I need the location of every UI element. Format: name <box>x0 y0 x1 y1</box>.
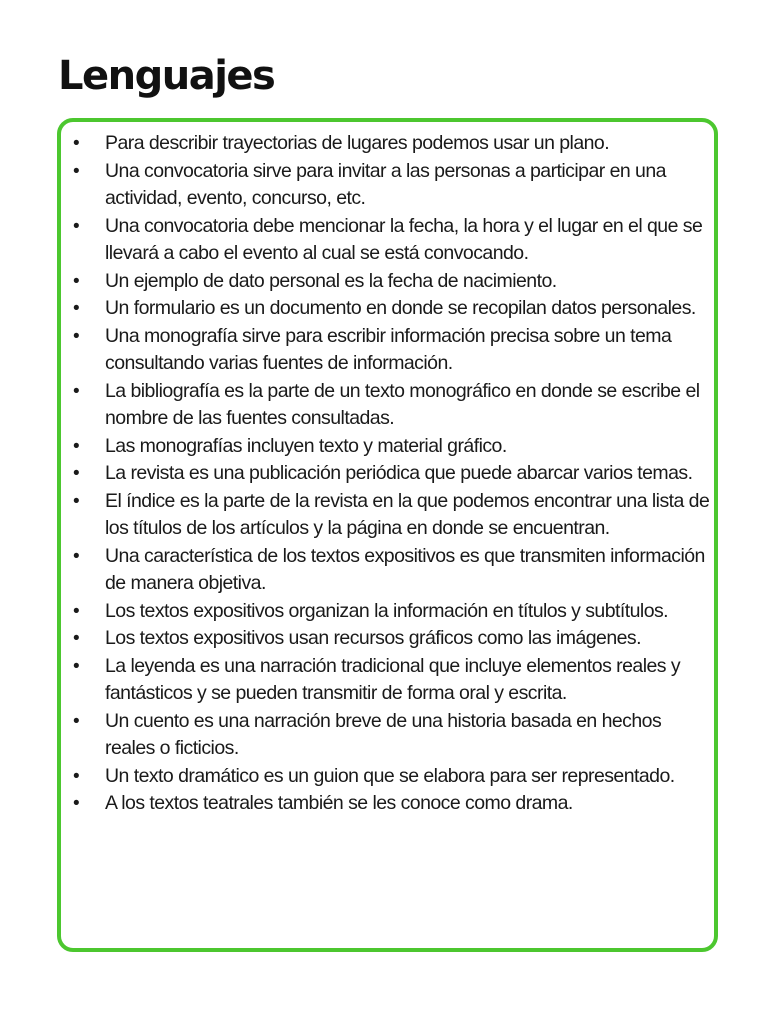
bullet-icon: • <box>73 710 80 732</box>
list-item-text: Las monografías incluyen texto y material gráfico. <box>105 434 507 457</box>
list-item-text: Un texto dramático es un guion que se elabora para ser representado. <box>105 764 675 787</box>
bullet-icon: • <box>73 793 80 814</box>
list-item <box>72 790 712 818</box>
list-item-text: Una convocatoria debe mencionar la fecha, la hora y el lugar en el que se llevará a cabo el evento al cual se está convocando. <box>105 214 703 264</box>
bullet-icon: • <box>73 600 80 622</box>
list-item <box>72 598 712 626</box>
bullet-icon: • <box>73 545 80 567</box>
list-item-text: Un cuento es una narración breve de una historia basada en hechos reales o ficticios. <box>105 709 662 759</box>
bullet-icon: • <box>73 435 80 457</box>
bullet-icon: • <box>73 270 80 292</box>
list-item-text: A los textos teatrales también se les conoce como drama. <box>105 792 573 814</box>
page-title: Lenguajes <box>58 53 275 99</box>
list-item-text: La leyenda es una narración tradicional que incluye elementos reales y fantásticos y se pueden transmitir de forma oral y escrita. <box>105 654 681 704</box>
list-item-text: Para describir trayectorias de lugares podemos usar un plano. <box>105 132 610 154</box>
list-item-text: Los textos expositivos usan recursos gráficos como las imágenes. <box>105 627 641 649</box>
list-item <box>72 158 712 213</box>
bullet-icon: • <box>73 490 80 512</box>
list-item <box>72 295 712 323</box>
list-item <box>72 460 712 488</box>
list-item <box>72 130 712 158</box>
list-item-text: Una característica de los textos expositivos es que transmiten información de manera objetiva. <box>105 544 705 594</box>
list-item <box>72 763 712 791</box>
list-item-text: La revista es una publicación periódica que puede abarcar varios temas. <box>105 462 693 484</box>
bullet-icon: • <box>73 765 80 787</box>
list-item-text: El índice es la parte de la revista en la que podemos encontrar una lista de los títulos de los artículos y la página en donde se encuentran. <box>105 489 710 539</box>
bullet-icon: • <box>73 298 80 319</box>
list-item-text: Un formulario es un documento en donde se recopilan datos personales. <box>105 297 696 319</box>
list-item-text: Un ejemplo de dato personal es la fecha de nacimiento. <box>105 269 557 292</box>
list-item <box>72 708 712 763</box>
list-item <box>72 653 712 708</box>
bullet-icon: • <box>73 380 80 402</box>
list-item-text: Una convocatoria sirve para invitar a las personas a participar en una actividad, evento, concurso, etc. <box>105 159 666 209</box>
list-item-text: La bibliografía es la parte de un texto monográfico en donde se escribe el nombre de las fuentes consultadas. <box>105 379 700 429</box>
bullet-icon: • <box>73 160 80 182</box>
list-item <box>72 268 712 296</box>
list-item <box>72 378 712 433</box>
list-item <box>72 543 712 598</box>
list-item-text: Una monografía sirve para escribir información precisa sobre un tema consultando varias fuentes de información. <box>105 324 672 374</box>
list-item <box>72 213 712 268</box>
bullet-icon: • <box>73 463 80 484</box>
list-item <box>72 433 712 461</box>
list-item-text: Los textos expositivos organizan la información en títulos y subtítulos. <box>105 599 669 622</box>
bullet-icon: • <box>73 655 80 677</box>
bullet-icon: • <box>73 133 80 154</box>
summary-list <box>72 130 712 818</box>
bullet-icon: • <box>73 215 80 237</box>
list-item <box>72 488 712 543</box>
bullet-icon: • <box>73 628 80 649</box>
bullet-icon: • <box>73 325 80 347</box>
list-item <box>72 323 712 378</box>
list-item <box>72 625 712 653</box>
